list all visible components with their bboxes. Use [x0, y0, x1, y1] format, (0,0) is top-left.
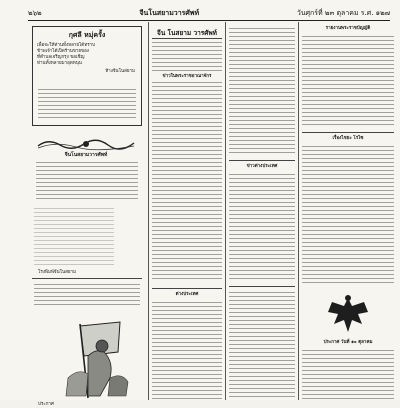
- notice-line: ที่ตำบลเจริญกรุง ขอเชิญ: [37, 55, 85, 60]
- ornament-banner-icon: [36, 137, 136, 151]
- column-rule: [148, 22, 149, 400]
- column-rule: [298, 22, 299, 400]
- section-divider: [229, 286, 295, 287]
- column-4: [302, 22, 394, 400]
- article-text: [229, 292, 295, 400]
- column-1: [30, 22, 144, 407]
- ad-caption: โรงพิมพ์จีนโนสยาม: [38, 270, 77, 275]
- crest-caption: ประกาศ วันที่ ๑๐ ตุลาคม: [323, 340, 373, 345]
- date-line: วันศุกร์ที่ ๒๓ ตุลาคม ร.ศ. ๑๒๗: [296, 8, 390, 17]
- section-heading: เรื่องไชยะ โรไซ: [332, 136, 364, 141]
- ad-title: จีนโนสยามวารศัพท์: [64, 152, 108, 158]
- section-divider: [229, 160, 295, 161]
- notice-line: เพื่อจะให้ท่านทั้งหลายได้ทราบ: [37, 43, 95, 48]
- column-rule: [225, 22, 226, 400]
- section-divider: [32, 278, 142, 279]
- faded-text-block: [34, 208, 114, 266]
- section-divider: [152, 38, 222, 39]
- section-divider: [302, 132, 394, 133]
- column-2: [152, 22, 222, 400]
- ad-body-text: [36, 162, 138, 202]
- notice-title: กุศลี หมุ่ครั้ง: [68, 31, 106, 39]
- notice-signature: ห้างจีนโนสยาม: [105, 69, 135, 74]
- illustration-caption: ประกาศ: [38, 402, 54, 407]
- column-3: [229, 22, 295, 400]
- notice-box: [32, 26, 142, 126]
- section-heading: รายงานพระราชบัญญัติ: [325, 26, 371, 31]
- soldier-illustration-icon: [58, 318, 134, 400]
- article-text: [152, 82, 222, 282]
- ad-banner: [36, 136, 136, 150]
- article-text: [229, 28, 295, 154]
- paper-name: จีนโนสยามวารศัพท์: [139, 7, 200, 17]
- masthead: [28, 6, 390, 21]
- article-text: [302, 36, 394, 128]
- article-text: [34, 284, 140, 308]
- article-text: [152, 42, 222, 72]
- notice-body-text: [38, 89, 136, 119]
- section-heading: ต่างประเทศ: [175, 292, 199, 297]
- page-number: ๒๖๒: [28, 8, 42, 17]
- garuda-crest-icon: [324, 292, 372, 336]
- article-text: [302, 146, 394, 286]
- section-heading: ข่าวในพระราชอาณาจักร: [162, 74, 212, 79]
- section-divider: [152, 288, 222, 289]
- notice-line: ข้าพเจ้าได้เปิดร้านขายของ: [37, 49, 90, 54]
- notice-line: ท่านทั้งหลายมาอุดหนุน: [37, 61, 82, 66]
- column-title: จีน โนสยาม วารศัพท์: [157, 29, 217, 37]
- article-text: [152, 302, 222, 400]
- section-heading: ข่าวต่างประเทศ: [246, 164, 278, 169]
- article-text: [302, 350, 394, 400]
- article-text: [229, 174, 295, 280]
